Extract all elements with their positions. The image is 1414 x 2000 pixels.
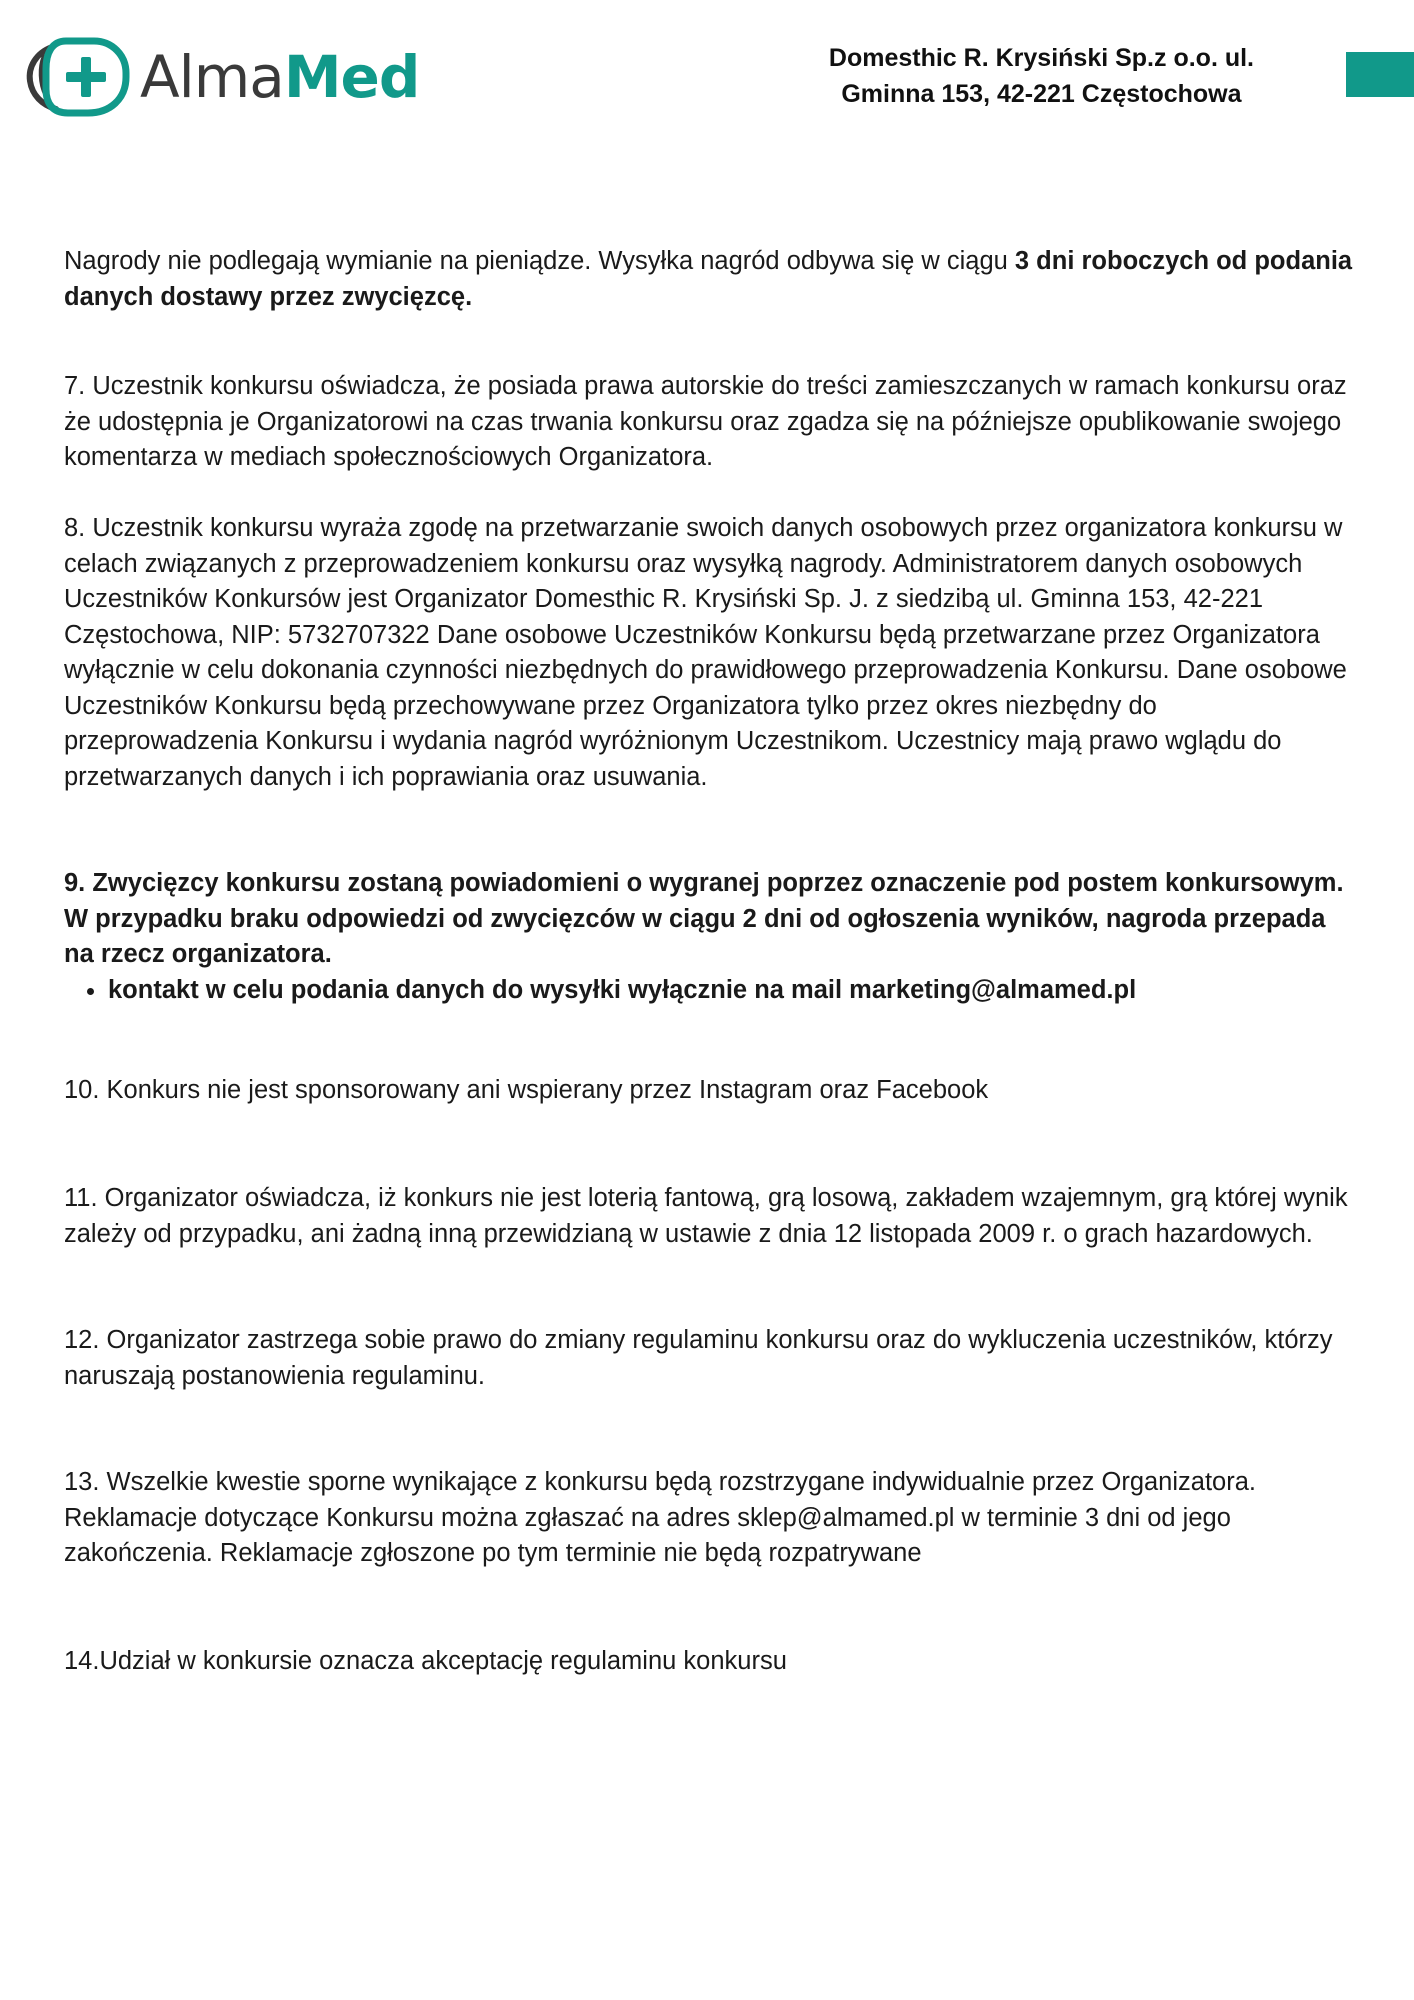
paragraph-14-text: 14.Udział w konkursie oznacza akceptację regulaminu konkursu — [64, 1647, 787, 1675]
paragraph-13 — [64, 1465, 1354, 1572]
paragraph-8 — [64, 511, 1354, 795]
paragraph-7 — [64, 369, 1354, 476]
logo-wordmark — [140, 43, 420, 111]
prizes-text: Nagrody nie podlegają wymianie na pieniądze. Wysyłka nagród odbywa się w ciągu — [64, 247, 1015, 275]
logo-word-alma: Alma — [140, 43, 284, 111]
prizes-delivery-time: 3 dni roboczych od podania danych dostawy przez zwycięzcę. — [64, 247, 1353, 311]
paragraph-7-text: 7. Uczestnik konkursu oświadcza, że posiada prawa autorskie do treści zamieszczanych w ramach konkursu oraz że udostępnia je Organizatorowi na czas trwania konkursu oraz zgadza się na późniejsze opublikowanie swojego komentarza w mediach społecznościowych Organizatora. — [64, 372, 1347, 471]
company-address — [829, 40, 1254, 112]
paragraph-11-text: 11. Organizator oświadcza, iż konkurs nie jest loterią fantową, grą losową, zakładem wzajemnym, grą której wynik zależy od przypadku, ani żadną inną przewidzianą w ustawie z dnia 12 listopada 2009 r. o grach hazardowych. — [64, 1184, 1348, 1248]
paragraph-13-text: 13. Wszelkie kwestie sporne wynikające z konkursu będą rozstrzygane indywidualnie przez Organizatora. Reklamacje dotyczące Konkursu można zgłaszać na adres sklep@almamed.pl w terminie 3 dni od jego zakończenia. Reklamacje zgłoszone po tym terminie nie będą rozpatrywane — [64, 1468, 1256, 1567]
paragraph-10-text: 10. Konkurs nie jest sponsorowany ani wspierany przez Instagram oraz Facebook — [64, 1076, 989, 1104]
company-address-line-1: Domesthic R. Krysiński Sp.z o.o. ul. — [828, 44, 1254, 72]
paragraph-14 — [64, 1644, 1354, 1680]
almamed-logo — [22, 33, 419, 121]
company-address-line-2: Gminna 153, 42-221 Częstochowa — [841, 80, 1242, 108]
medical-cross-logo-icon — [22, 33, 132, 121]
list-item: • kontakt w celu podania danych do wysyłki wyłącznie na mail marketing@almamed.pl — [108, 973, 1354, 1009]
paragraph-8-text: 8. Uczestnik konkursu wyraża zgodę na przetwarzanie swoich danych osobowych przez organizatora konkursu w celach związanych z przeprowadzeniem konkursu oraz wysyłką nagrody. Administratorem danych osobowych Uczestników Konkursów jest Organizator Domesthic R. Krysiński Sp. J. z siedzibą ul. Gminna 153, 42-221 Częstochowa, NIP: 5732707322 Dane osobowe Uczestników Konkursu będą przetwarzane przez Organizatora wyłącznie w celu dokonania czynności niezbędnych do prawidłowego przeprowadzenia Konkursu. Dane osobowe Uczestników Konkursu będą przechowywane przez Organizatora tylko przez okres niezbędny do przeprowadzenia Konkursu i wydania nagród wyróżnionym Uczestnikom. Uczestnicy mają prawo wglądu do przetwarzanych danych i ich poprawiania oraz usuwania. — [64, 514, 1347, 791]
paragraph-10 — [64, 1073, 1354, 1109]
logo-word-med: Med — [283, 43, 420, 111]
accent-bar — [1346, 52, 1414, 97]
paragraph-12-text: 12. Organizator zastrzega sobie prawo do zmiany regulaminu konkursu oraz do wykluczenia uczestników, którzy naruszają postanowienia regulaminu. — [64, 1326, 1333, 1390]
paragraph-9 — [64, 866, 1354, 1008]
paragraph-11 — [64, 1181, 1354, 1252]
paragraph-prizes — [64, 244, 1354, 315]
paragraph-9-bullet-list — [64, 973, 1354, 1009]
paragraph-12 — [64, 1323, 1354, 1394]
paragraph-9-text: 9. Zwycięzcy konkursu zostaną powiadomieni o wygranej poprzez oznaczenie pod postem konkursowym. W przypadku braku odpowiedzi od zwycięzców w ciągu 2 dni od ogłoszenia wyników, nagroda przepada na rzecz organizatora. — [64, 869, 1344, 968]
